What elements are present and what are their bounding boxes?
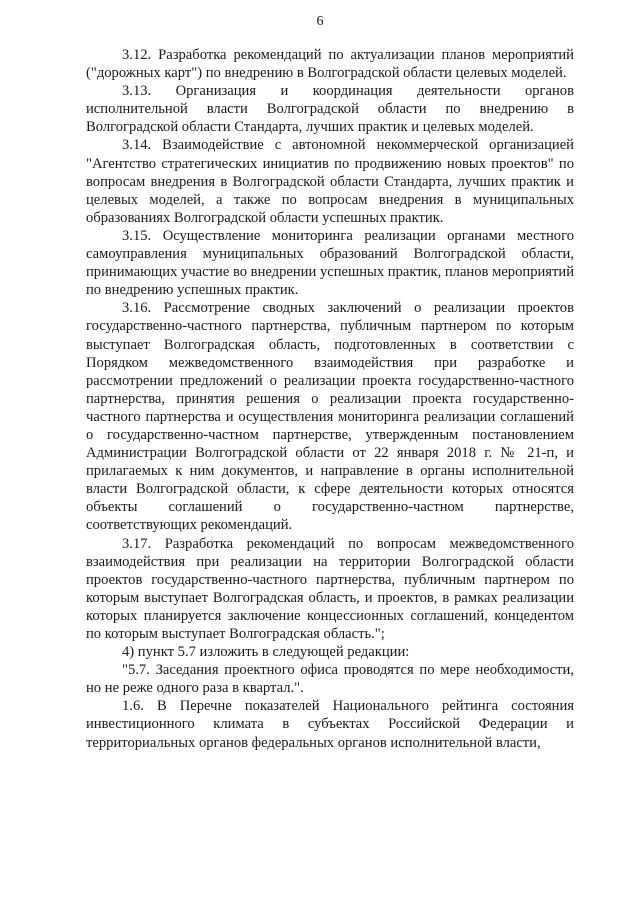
document-body — [86, 46, 574, 752]
paragraph-3-17: 3.17. Разработка рекомендаций по вопросам межведомственного взаимодействия при реализации на территории Волгоградской области проектов государственно-частного партнерства, публичным партнером по которым выступает Волгоградская область, и проектов, в рамках реализации которых планируется заключение концессионных соглашений, концедентом по которым выступает Волгоградская область."; — [86, 535, 574, 642]
paragraph-3-13: 3.13. Организация и координация деятельности органов исполнительной власти Волгоградской области по внедрению в Волгоградской области Стандарта, лучших практик и целевых моделей. — [86, 83, 574, 136]
page-number: 6 — [316, 14, 324, 29]
paragraph-3-16: 3.16. Рассмотрение сводных заключений о реализации проектов государственно-частного партнерства, публичным партнером по которым выступает Волгоградская область, подготовленных в соответствии с Порядком межведомственного взаимодействия при разработке и рассмотрении предложений о реализации проекта государственно-частного партнерства, принятия решения о реализации проекта государственно-частного партнерства и осуществления мониторинга реализации соглашений о государственно-частном партнерстве, утвержденным постановлением Администрации Волгоградской области от 22 января 2018 г. № 21-п, и прилагаемых к ним документов, и направление в органы исполнительной власти Волгоградской области, к сфере деятельности которых относятся объекты соглашений о государственно-частном партнерстве, соответствующих рекомендаций. — [86, 300, 574, 534]
paragraph-item-4: 4) пункт 5.7 изложить в следующей редакции: — [122, 644, 410, 661]
paragraph-3-15: 3.15. Осуществление мониторинга реализации органами местного самоуправления муниципальных образований Волгоградской области, принимающих участие во внедрении успешных практик, планов мероприятий по внедрению успешных практик. — [86, 227, 575, 299]
paragraph-3-12: 3.12. Разработка рекомендаций по актуализации планов мероприятий ("дорожных карт") по внедрению в Волгоградской области целевых моделей. — [86, 47, 574, 82]
paragraph-5-7: "5.7. Заседания проектного офиса проводятся по мере необходимости, но не реже одного раза в квартал.". — [86, 662, 574, 697]
paragraph-1-6: 1.6. В Перечне показателей Национального рейтинга состояния инвестиционного климата в субъектах Российской Федерации и территориальных органов федеральных органов исполнительной власти, — [86, 698, 574, 751]
paragraph-3-14: 3.14. Взаимодействие с автономной некоммерческой организацией "Агентство стратегических инициатив по продвижению новых проектов" по вопросам внедрения в Волгоградской области Стандарта, лучших практик и целевых моделей, а также по вопросам внедрения в муниципальных образованиях Волгоградской области успешных практик. — [86, 137, 574, 226]
